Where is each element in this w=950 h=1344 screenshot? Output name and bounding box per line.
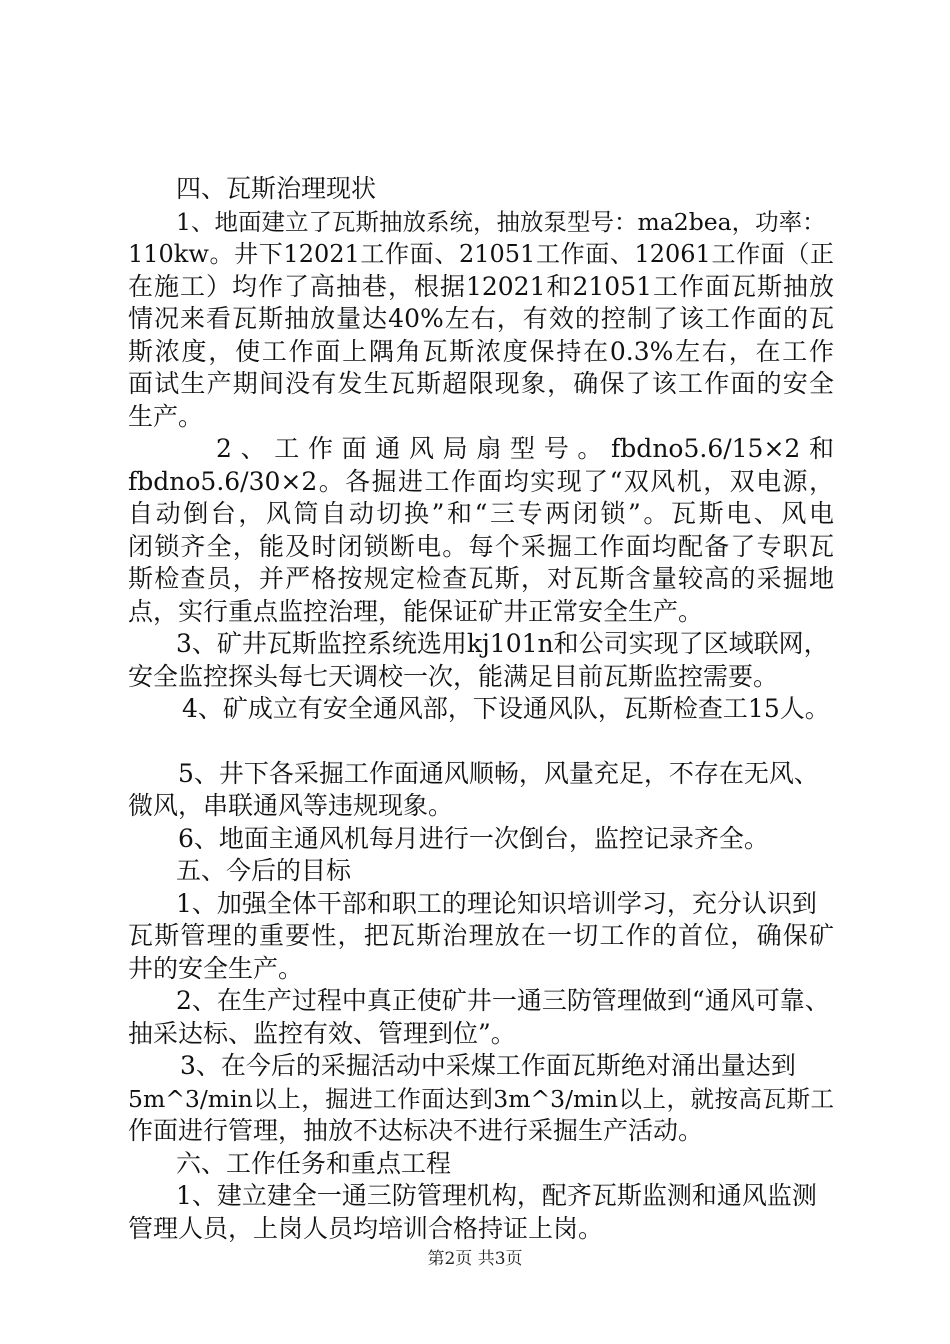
paragraph-line: 3、在今后的采掘活动中采煤工作面瓦斯绝对涌出量达到 — [180, 1051, 796, 1080]
paragraph-line: 面试生产期间没有发生瓦斯超限现象，确保了该工作面的安全 — [128, 369, 834, 398]
paragraph-line: 1、地面建立了瓦斯抽放系统，抽放泵型号：ma2bea，功率： — [176, 207, 826, 236]
section-heading-future-goals: 五、今后的目标 — [176, 856, 352, 885]
section-heading-gas-status: 四、瓦斯治理现状 — [176, 174, 377, 203]
paragraph-line: 6、地面主通风机每月进行一次倒台，监控记录齐全。 — [178, 823, 769, 853]
paragraph-line: 5m^3/min以上，掘进工作面达到3m^3/min以上，就按高瓦斯工 — [128, 1084, 834, 1113]
paragraph-line: 在施工）均作了高抽巷，根据12021和21051工作面瓦斯抽放 — [128, 271, 834, 301]
paragraph-line: 安全监控探头每七天调校一次，能满足目前瓦斯监控需要。 — [128, 661, 779, 691]
paragraph-line: 闭锁齐全，能及时闭锁断电。每个采掘工作面均配备了专职瓦 — [128, 531, 834, 561]
paragraph-line: 自动倒台，风筒自动切换”和“三专两闭锁”。瓦斯电、风电 — [128, 499, 834, 528]
paragraph-line: 作面进行管理，抽放不达标决不进行采掘生产活动。 — [128, 1116, 704, 1145]
paragraph-line: 瓦斯管理的重要性，把瓦斯治理放在一切工作的首位，确保矿 — [128, 921, 834, 950]
page-number-footer: 第2页 共3页 — [427, 1249, 523, 1269]
paragraph-line: 1、加强全体干部和职工的理论知识培训学习，充分认识到 — [176, 888, 817, 918]
paragraph-line: 井的安全生产。 — [128, 953, 304, 983]
paragraph-line: 生产。 — [128, 401, 204, 431]
paragraph-line: 斯浓度，使工作面上隅角瓦斯浓度保持在0.3%左右，在工作 — [128, 336, 834, 366]
paragraph-line: 4、矿成立有安全通风部，下设通风队，瓦斯检查工15人。 — [182, 694, 830, 723]
paragraph-line: 5、井下各采掘工作面通风顺畅，风量充足，不存在无风、 — [178, 758, 819, 788]
paragraph-line: 微风，串联通风等违规现象。 — [128, 791, 454, 820]
paragraph-line: 2、在生产过程中真正使矿井一通三防管理做到“通风可靠、 — [176, 986, 830, 1015]
paragraph-line: 抽采达标、监控有效、管理到位”。 — [128, 1018, 516, 1048]
paragraph-line: fbdno5.6/30×2。各掘进工作面均实现了“双风机，双电源， — [128, 466, 834, 496]
paragraph-line: 110kw。井下12021工作面、21051工作面、12061工作面（正 — [128, 240, 834, 268]
paragraph-line: 斯检查员，并严格按规定检查瓦斯，对瓦斯含量较高的采掘地 — [128, 564, 834, 593]
document-body — [128, 173, 834, 1245]
paragraph-line: 管理人员，上岗人员均培训合格持证上岗。 — [128, 1213, 604, 1243]
paragraph-line: 点，实行重点监控治理，能保证矿井正常安全生产。 — [128, 596, 704, 626]
blank-line — [128, 726, 834, 758]
paragraph-line: 1、建立建全一通三防管理机构，配齐瓦斯监测和通风监测 — [176, 1181, 817, 1210]
paragraph-line: 3、矿井瓦斯监控系统选用kj101n和公司实现了区域联网， — [176, 629, 829, 658]
paragraph-line: 情况来看瓦斯抽放量达40%左右，有效的控制了该工作面的瓦 — [128, 304, 834, 333]
paragraph-line: 2、工作面通风局扇型号。fbdno5.6/15×2和 — [216, 434, 834, 463]
section-heading-tasks: 六、工作任务和重点工程 — [176, 1148, 452, 1178]
